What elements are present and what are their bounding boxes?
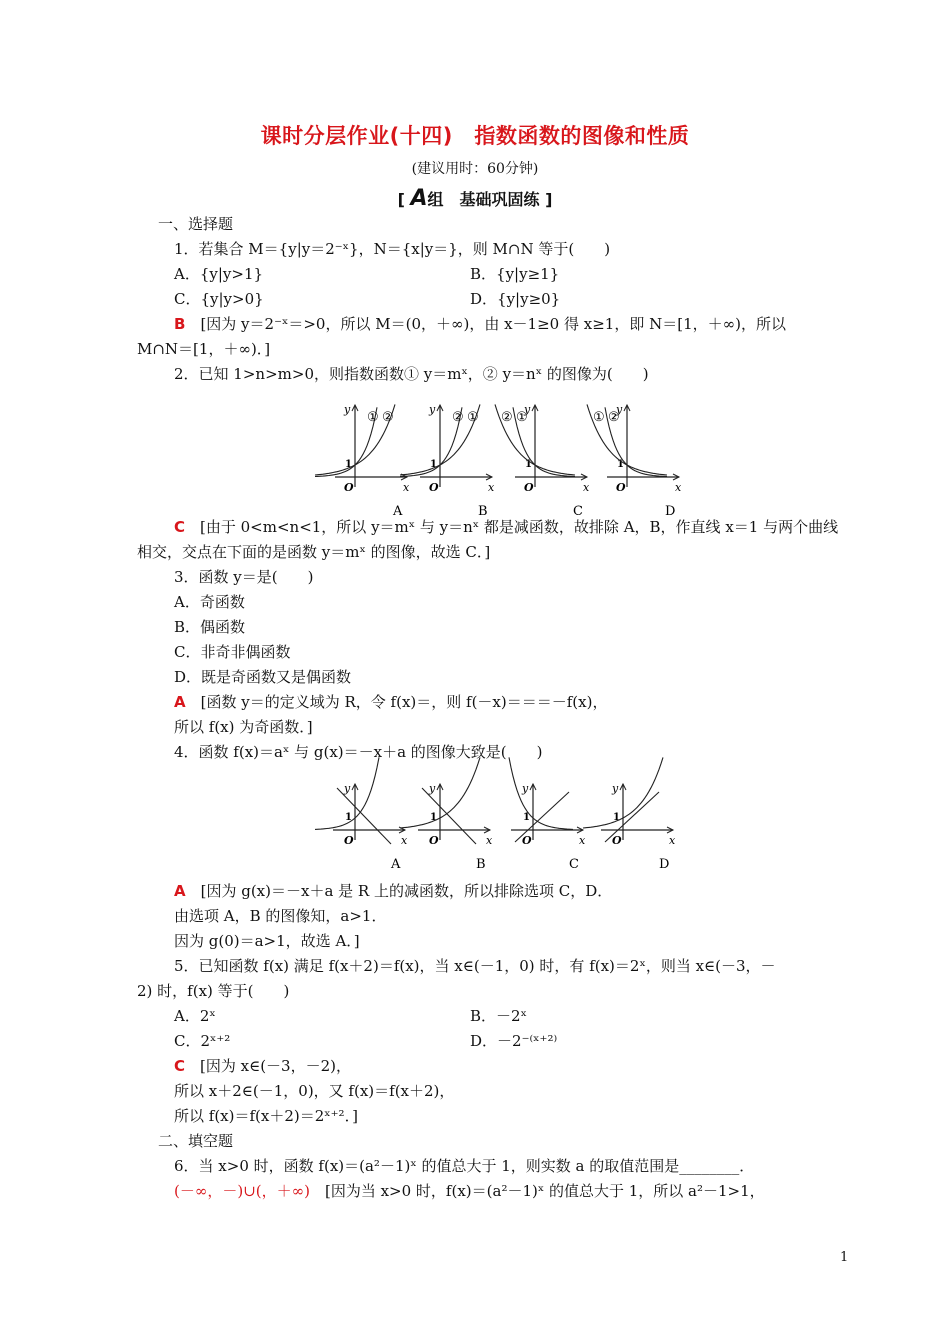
curve-label: ② (452, 410, 464, 425)
text-line (174, 1055, 351, 1076)
curve-label: ① (516, 410, 528, 425)
text-line (174, 566, 314, 587)
option-label: A (391, 857, 401, 872)
line-text: 2．已知 1>n>m>0，则指数函数① y＝mˣ，② y＝nˣ 的图像为( ) (174, 365, 649, 383)
text-line (174, 616, 245, 637)
option-label: C (569, 857, 579, 872)
text-line (174, 741, 543, 762)
option-label: B (476, 857, 486, 872)
text-line (174, 691, 607, 712)
curve-label: ② (382, 410, 394, 425)
line-text: 相交，交点在下面的是函数 y＝mˣ 的图像，故选 C．] (137, 543, 491, 561)
y-axis-label: y (612, 782, 619, 795)
x-axis-label: x (579, 834, 586, 847)
y-axis-label: y (429, 782, 436, 795)
line-text: 因为 g(0)＝a>1，故选 A．] (174, 932, 360, 950)
y-axis-label: y (344, 782, 351, 795)
answer-letter: A (174, 882, 201, 900)
text-line (158, 213, 233, 234)
x-axis-label: x (583, 481, 590, 494)
text-line (174, 666, 351, 687)
line-text: [由于 0<m<n<1，所以 y＝mˣ 与 y＝nˣ 都是减函数，故排除 A，B，作直线 x＝1 与两个曲线 (200, 518, 839, 536)
origin-label: O (616, 481, 626, 494)
suggested-time: (建议用时：60分钟) (411, 161, 539, 177)
tick-label-1: 1 (525, 459, 532, 470)
page-title: 课时分层作业(十四) 指数函数的图像和性质 (260, 124, 690, 148)
line-text: 1．若集合 M＝{y|y＝2⁻ˣ}，N＝{x|y＝}，则 M∩N 等于( ) (174, 240, 611, 258)
text-line (174, 591, 245, 612)
y-axis-label: y (429, 403, 436, 416)
x-axis-label: x (403, 481, 410, 494)
text-line (174, 263, 263, 284)
text-line (470, 1005, 527, 1026)
text-line (174, 313, 786, 334)
line-text: D．既是奇函数又是偶函数 (174, 668, 352, 686)
answer-letter: C (174, 1057, 201, 1075)
q2-figure (315, 395, 682, 520)
line-text: B．{y|y≥1} (470, 265, 560, 283)
origin-label: O (524, 481, 534, 494)
answer-letter: B (174, 315, 201, 333)
page-number: 1 (840, 1250, 849, 1265)
text-line (174, 955, 776, 976)
q4-figure (315, 778, 675, 886)
y-axis-label: y (522, 782, 529, 795)
tick-label-1: 1 (345, 459, 352, 470)
tick-label-1: 1 (613, 812, 620, 823)
text-line (174, 1030, 230, 1051)
bracket-left: [ (397, 190, 405, 209)
line-text: 所以 x＋2∈(－1，0)，又 f(x)＝f(x＋2)， (174, 1082, 455, 1100)
group-label: 组 基础巩固练 (427, 190, 540, 209)
text-line (174, 363, 649, 384)
group-letter: A (410, 186, 428, 211)
line-text: 4．函数 f(x)＝aˣ 与 g(x)＝－x＋a 的图像大致是( ) (174, 743, 543, 761)
tick-label-1: 1 (430, 459, 437, 470)
answer-letter: A (174, 693, 201, 711)
answer-range: (－∞，－)∪(，＋∞) (174, 1182, 310, 1200)
option-label: C (573, 504, 583, 519)
text-line (174, 1080, 454, 1101)
curve-label: ① (367, 410, 379, 425)
tick-label-1: 1 (345, 812, 352, 823)
x-axis-label: x (486, 834, 493, 847)
text-line (174, 1155, 754, 1176)
line-text: A．{y|y>1} (174, 265, 264, 283)
line-text: 二、填空题 (158, 1132, 234, 1150)
option-label: D (659, 857, 670, 872)
text-line (174, 716, 313, 737)
line-text: [因为 g(x)＝－x＋a 是 R 上的减函数，所以排除选项 C，D． (200, 882, 613, 900)
line-text: 2) 时，f(x) 等于( ) (137, 982, 290, 1000)
origin-label: O (429, 834, 439, 847)
line-text: M∩N＝[1，＋∞)．] (137, 340, 271, 358)
origin-label: O (429, 481, 439, 494)
line-text: 由选项 A，B 的图像知，a>1． (174, 907, 387, 925)
origin-label: O (344, 481, 354, 494)
text-line (174, 930, 360, 951)
line-text: 一、选择题 (158, 215, 234, 233)
line-text: B．－2ˣ (470, 1007, 527, 1025)
text-line (174, 288, 264, 309)
line-text: D．{y|y≥0} (470, 290, 561, 308)
line-text: 所以 f(x)＝f(x＋2)＝2ˣ⁺²．] (174, 1107, 358, 1125)
x-axis-label: x (675, 481, 682, 494)
text-line (174, 1005, 216, 1026)
curve-label: ② (608, 410, 620, 425)
text-line (470, 263, 559, 284)
text-line (470, 1030, 557, 1051)
y-axis-label: y (524, 403, 531, 416)
text-line (174, 905, 386, 926)
text-line (174, 1180, 765, 1201)
option-label: A (393, 504, 403, 519)
group-heading (0, 186, 950, 211)
line-text: A．2ˣ (174, 1007, 216, 1025)
line-text: 5．已知函数 f(x) 满足 f(x＋2)＝f(x)，当 x∈(－1，0) 时，有 f(x)＝2ˣ，则当 x∈(－3，－ (174, 957, 776, 975)
x-axis-label: x (669, 834, 676, 847)
text-line (158, 1130, 233, 1151)
line-text: D．－2⁻⁽ˣ⁺²⁾ (470, 1032, 558, 1050)
text-line (174, 641, 290, 662)
option-label: B (478, 504, 488, 519)
line-text: [因为 y＝2⁻ˣ＝>0，所以 M＝(0，＋∞)，由 x－1≥0 得 x≥1，即 N＝[1，＋∞)，所以 (200, 315, 786, 333)
tick-label-1: 1 (617, 459, 624, 470)
line-text: 6．当 x>0 时，函数 f(x)＝(a²－1)ˣ 的值总大于 1，则实数 a 的取值范围是________． (174, 1157, 755, 1175)
text-line (137, 980, 289, 1001)
line-text: [因为当 x>0 时，f(x)＝(a²－1)ˣ 的值总大于 1，所以 a²－1>1， (309, 1182, 765, 1200)
curve-label: ② (501, 410, 513, 425)
origin-label: O (522, 834, 532, 847)
line-text: C．{y|y>0} (174, 290, 264, 308)
option-label: D (665, 504, 676, 519)
curve-label: ① (467, 410, 479, 425)
answer-letter: C (174, 518, 201, 536)
curve-label: ① (593, 410, 605, 425)
origin-label: O (344, 834, 354, 847)
line-text: 所以 f(x) 为奇函数．] (174, 718, 313, 736)
line-text: C．非奇非偶函数 (174, 643, 291, 661)
text-line (174, 1105, 358, 1126)
text-line (137, 338, 270, 359)
tick-label-1: 1 (430, 812, 437, 823)
x-axis-label: x (488, 481, 495, 494)
line-text: C．2ˣ⁺² (174, 1032, 231, 1050)
line-text: [函数 y＝的定义域为 R，令 f(x)＝，则 f(－x)＝＝＝－f(x)， (200, 693, 608, 711)
line-text: A．奇函数 (174, 593, 245, 611)
line-text: B．偶函数 (174, 618, 246, 636)
y-axis-label: y (344, 403, 351, 416)
text-line (137, 541, 490, 562)
line-text: [因为 x∈(－3，－2)， (200, 1057, 351, 1075)
tick-label-1: 1 (523, 812, 530, 823)
text-line (174, 238, 610, 259)
bracket-right: ] (545, 190, 553, 209)
x-axis-label: x (401, 834, 408, 847)
line-text: 3．函数 y＝是( ) (174, 568, 314, 586)
origin-label: O (612, 834, 622, 847)
text-line (470, 288, 560, 309)
y-axis-label: y (616, 403, 623, 416)
